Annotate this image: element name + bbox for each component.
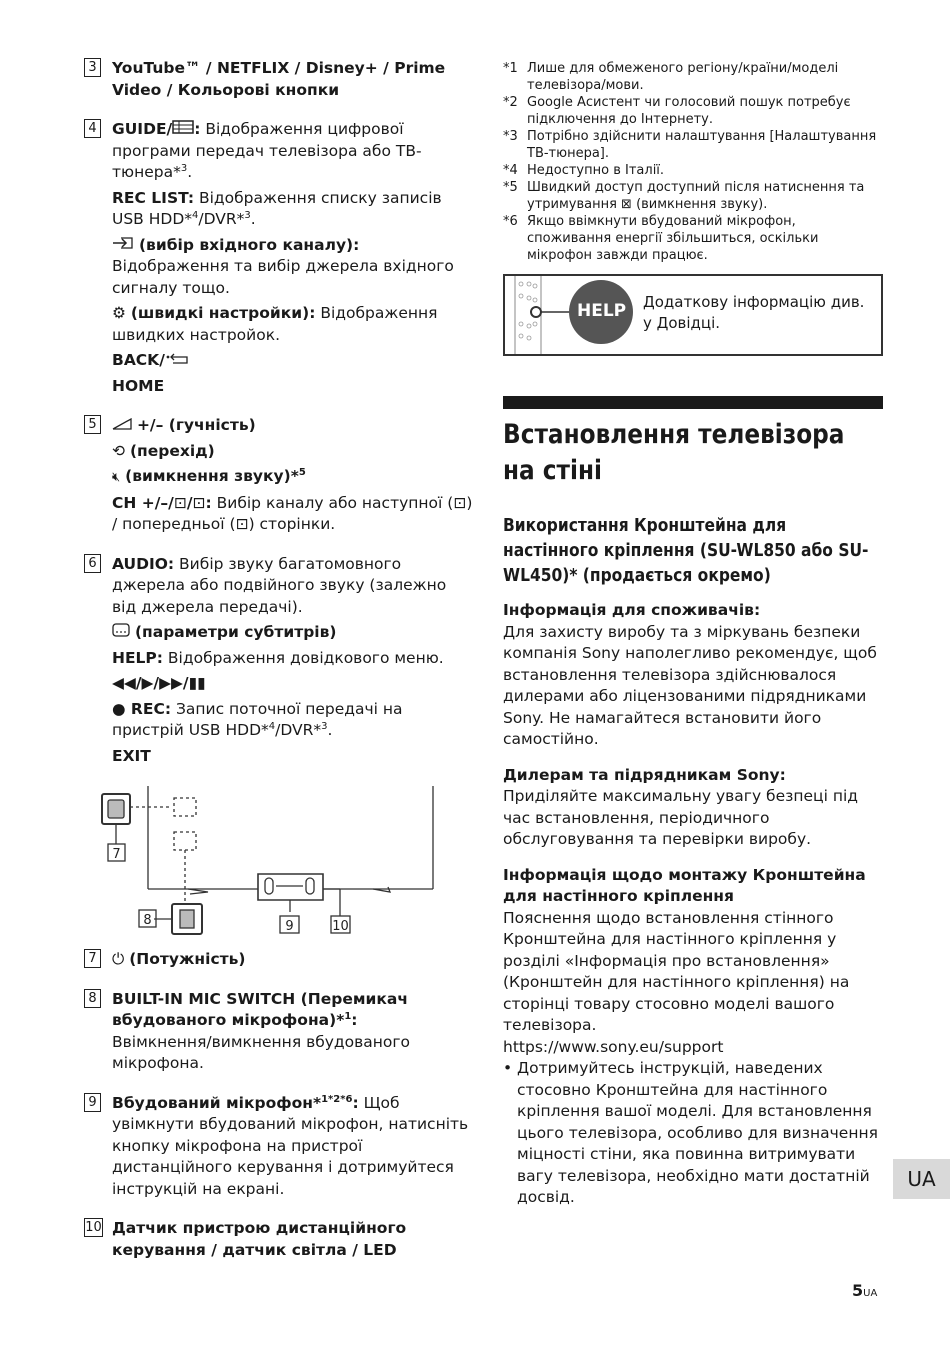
page-number-suffix: UA (863, 1288, 878, 1299)
help-text: Відображення довідкового меню. (163, 648, 444, 667)
item-5: 5 +/– (гучність) ⟲ (перехід) 🔇︎ (вимкнення звуку)*$^5$ CH +/–/⊡/⊡: Вибір каналу або наступної (⊡) / попередньої (⊡) сторінки. (84, 415, 474, 536)
footnote-text: Швидкий доступ доступний після натиснення та утримування ⊠ (вимкнення звуку). (527, 180, 865, 212)
item-number: 5 (84, 415, 101, 434)
input-icon (112, 236, 134, 254)
page-number-value: 5 (852, 1281, 864, 1300)
support-url: https://www.sony.eu/support (503, 1037, 724, 1056)
mic-switch-text: Ввімкнення/вимкнення вбудованого мікрофона. (112, 1032, 411, 1072)
diagram-label-7: 7 (112, 847, 121, 862)
page-down-icon: ⊡ (192, 493, 206, 512)
footnote (503, 213, 883, 264)
bullet-text: Дотримуйтесь інструкцій, наведених стосовно Кронштейна для настінного кріплення вашої моделі. Для встановлення цього телевізора, особливо для визначення міцності стіни, яка повинна витримувати вагу телевізора, необхідно мати достатній досвід. (517, 1059, 878, 1206)
colon: : (352, 1093, 359, 1112)
consumers-block (503, 600, 883, 751)
footnote-key: *2 (503, 95, 518, 110)
ch-label: CH +/–/ (112, 493, 174, 512)
diagram-label-10: 10 (332, 919, 349, 934)
back-arrow-icon (165, 351, 191, 369)
jump-label: (перехід) (129, 441, 215, 460)
guide-text: Відображення цифрової програми передач телевізора або ТВ-тюнера* (112, 120, 422, 181)
item-10 (84, 1218, 474, 1261)
rec-text: /DVR* (275, 721, 322, 739)
back-label: BACK/ (112, 351, 165, 369)
footnote-key: *3 (503, 129, 518, 144)
help-box (503, 274, 883, 356)
rec-list-text: /DVR* (198, 210, 245, 228)
footnotes (503, 60, 883, 264)
input-text: Відображення та вибір джерела вхідного сигналу тощо. (112, 257, 454, 297)
volume-label: +/– (гучність) (136, 416, 256, 434)
footnote-ref: 3 (321, 720, 328, 732)
volume-icon (112, 416, 132, 434)
mic-text: Щоб увімкнути вбудований мікрофон, натисніть кнопку мікрофона на пристрої дистанційного керування і дотримуйтеся інструкцій на екрані. (112, 1093, 469, 1198)
footnote-key: *1 (503, 61, 518, 76)
quick-settings-text: Відображення швидких настройок. (112, 304, 438, 344)
footnote-key: *4 (503, 163, 518, 178)
mic-title: Вбудований мікрофон* (112, 1093, 322, 1112)
input-label: (вибір вхідного каналу): (138, 235, 360, 254)
mute-label: (вимкнення звуку)* (125, 467, 299, 485)
section-rule (503, 396, 883, 409)
footnote-text: Якщо ввімкнути вбудований мікрофон, споживання енергії збільшиться, оскільки мікрофон завжди працює. (527, 214, 819, 263)
ch-text: Вибір каналу або наступної ( (211, 493, 454, 512)
page-number (852, 1281, 877, 1300)
footnote (503, 94, 883, 128)
footnote-text: Потрібно здійснити налаштування [Налаштування ТВ-тюнера]. (527, 129, 877, 161)
diagram-label-9: 9 (285, 919, 294, 934)
dealers-block (503, 765, 883, 851)
rec-text: Запис поточної передачі на пристрій USB HDD* (112, 699, 403, 739)
item-7 (84, 949, 474, 971)
footnote-ref: 5 (298, 466, 306, 478)
item-number: 8 (84, 989, 101, 1008)
footnote (503, 179, 883, 213)
dealers-text: Приділяйте максимальну увагу безпеці під час встановлення, періодичного обслуговування та перевірки виробу. (503, 787, 859, 848)
footnote-key: *5 (503, 180, 518, 195)
jump-icon: ⟲ (112, 441, 125, 460)
rec-list-text: Відображення списку записів USB HDD* (112, 188, 442, 228)
subsection-title: Використання Кронштейна для настінного кріплення (SU-WL850 або SU-WL450)* (продається окремо) (503, 515, 869, 586)
help-badge: HELP (577, 301, 627, 321)
item-number: 4 (84, 119, 101, 138)
mount-info-block (503, 865, 883, 1209)
power-label: (Потужність) (129, 950, 246, 968)
ch-text: ) / попередньої ( (112, 493, 473, 533)
item-6: 6 AUDIO: Вибір звуку багатомовного джерела або подвійного звуку (залежно від джерела передачі). (параметри субтитрів) HELP: Відображення довідкового меню. ◀◀/▶/▶▶/▮▮ ● REC: Запис поточної передачі на пристрій USB HDD*$^4$/DVR*$^3$. EXIT (84, 554, 474, 768)
item-number: 9 (84, 1093, 101, 1112)
footnote-ref: 3 (244, 209, 251, 221)
quick-settings-label: (швидкі настройки): (130, 304, 316, 322)
guide-label: GUIDE/ (112, 120, 173, 138)
audio-label: AUDIO: (112, 554, 175, 573)
exit-label: EXIT (112, 746, 151, 765)
rec-list-label: REC LIST: (112, 188, 195, 207)
mute-icon: 🔇︎ (112, 470, 121, 485)
home-label: HOME (112, 376, 165, 395)
mount-info-bullet: • Дотримуйтесь інструкцій, наведених стосовно Кронштейна для настінного кріплення вашої моделі. Для встановлення цього телевізора, особливо для визначення міцності стіни, яка повинна витримувати вагу телевізора, необхідно мати достатній досвід. (503, 1059, 878, 1206)
footnote (503, 128, 883, 162)
gear-icon: ⚙ (112, 304, 126, 322)
transport-icons: ◀◀/▶/▶▶/▮▮ (112, 674, 206, 692)
page-up-icon: ⊡ (173, 493, 187, 512)
footnote-text: Google Асистент чи голосовий пошук потребує підключення до Інтернету. (527, 95, 851, 127)
subtitle-label: (параметри субтитрів) (134, 623, 337, 641)
right-column (503, 60, 883, 1223)
diagram-label-8: 8 (143, 913, 152, 928)
item-number: 3 (84, 58, 101, 77)
footnote-key: *6 (503, 214, 518, 229)
footnote-ref: 4 (268, 720, 276, 732)
left-column-lower (84, 949, 474, 1279)
guide-icon (172, 120, 194, 138)
item-title: YouTube™ / NETFLIX / Disney+ / Prime Video / Кольорові кнопки (112, 59, 446, 99)
consumers-heading: Інформація для споживачів: (503, 601, 761, 619)
item-4: 4 GUIDE/ : Відображення цифрової програми передач телевізора або ТВ-тюнера*$^3$. REC LIST: Відображення списку записів USB HDD*$^4$/DVR*$^3$. (вибір вхідного каналу): Відображення та вибір джерела вхідного сигналу тощо. ⚙ (швидкі настройки): Відображення швидких настройок. BACK/ HOME (84, 119, 474, 397)
mount-info-heading: Інформація щодо монтажу Кронштейна для настінного кріплення (503, 865, 866, 905)
item-number: 7 (84, 949, 101, 968)
ch-text: ) сторінки. (248, 515, 336, 533)
footnote (503, 162, 883, 179)
help-box-text: Додаткову інформацію див. у Довідці. (643, 293, 865, 332)
item-3 (84, 58, 474, 101)
footnote-text: Лише для обмеженого регіону/країни/моделі телевізора/мови. (527, 61, 839, 93)
footnote-ref: 4 (192, 209, 199, 221)
mount-info-text: Пояснення щодо встановлення стінного Кронштейна для настінного кріплення у розділі «Інформація про встановлення» (Кронштейн для настінного кріплення) на сторінці товару стосовно моделі вашого телевізора. (503, 908, 850, 1034)
item-number: 6 (84, 554, 101, 573)
audio-text: Вибір звуку багатомовного джерела або подвійного звуку (залежно від джерела передачі). (112, 554, 447, 616)
item-8 (84, 989, 474, 1075)
mic-switch-title: BUILT-IN MIC SWITCH (Перемикач вбудованого мікрофона)* (112, 989, 408, 1029)
page-down-icon: ⊡ (235, 515, 249, 533)
section-title: Встановлення телевізора на стіні (503, 419, 845, 486)
power-icon: ⏻ (112, 950, 125, 968)
page-up-icon: ⊡ (453, 493, 467, 512)
item-9 (84, 1093, 474, 1201)
subtitle-icon (112, 623, 130, 641)
left-column (84, 58, 474, 785)
footnote-ref: 1 (344, 1010, 352, 1022)
item-number: 10 (85, 1220, 102, 1235)
language-tab: UA (893, 1159, 950, 1199)
sensor-title: Датчик пристрою дистанційного керування / датчик світла / LED (112, 1219, 407, 1259)
dealers-heading: Дилерам та підрядникам Sony: (503, 765, 786, 784)
footnote-text: Недоступно в Італії. (527, 163, 665, 178)
footnote-ref: 1*2*6 (321, 1093, 353, 1105)
footnote-ref: 3 (180, 162, 188, 174)
rec-label: ● REC: (112, 699, 172, 718)
tv-diagram (98, 782, 438, 946)
footnote (503, 60, 883, 94)
help-label: HELP: (112, 648, 163, 667)
colon: : (351, 1011, 358, 1029)
consumers-text: Для захисту виробу та з міркувань безпеки компанія Sony наполегливо рекомендує, щоб встановлення телевізора здійснювалося дилерами або ліцензованими підрядниками Sony. Не намагайтеся встановити його самостійно. (503, 622, 877, 748)
